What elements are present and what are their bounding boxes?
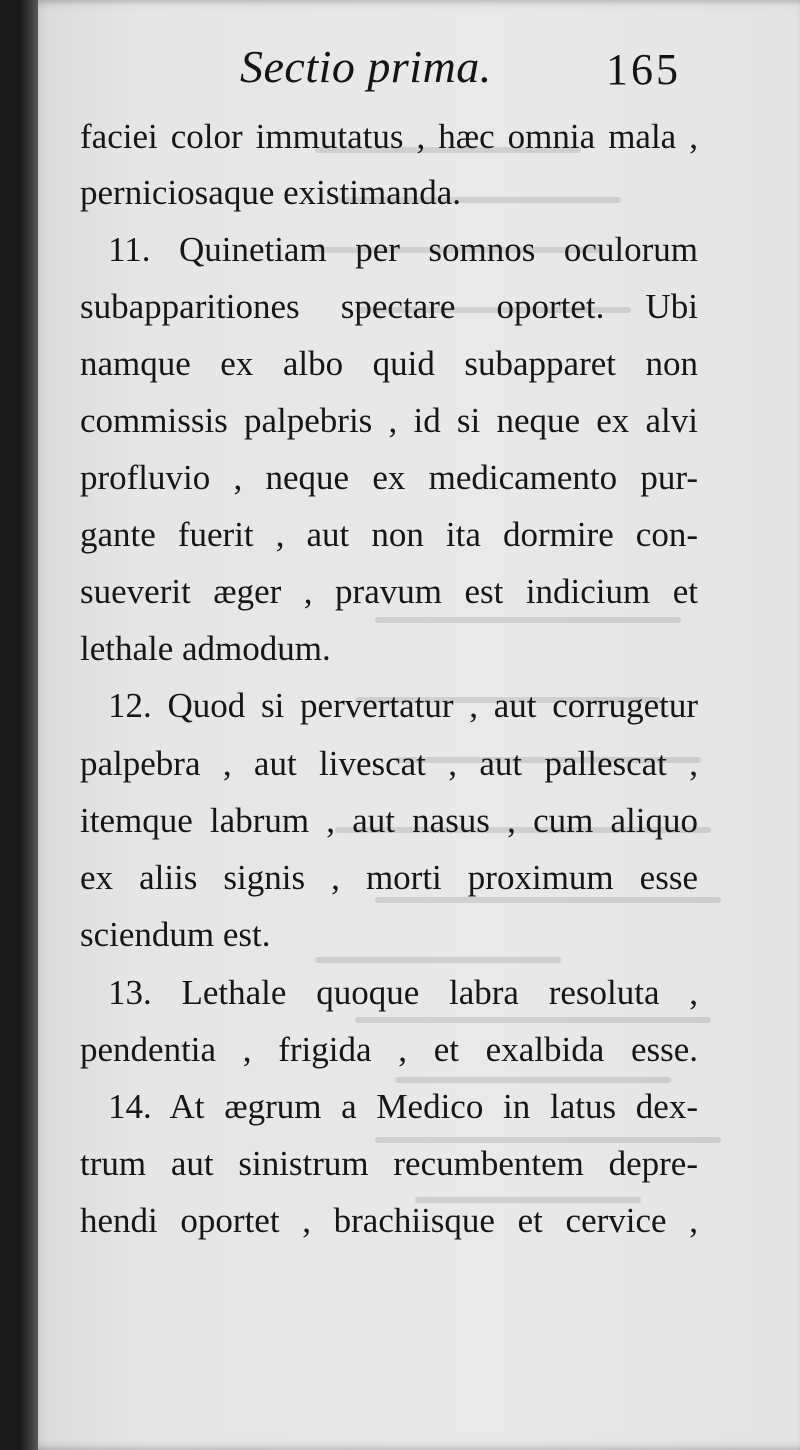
text-line: 12. Quod si pervertatur , aut corrugetur — [108, 686, 698, 725]
page-number: 165 — [606, 45, 681, 94]
text-line: itemque labrum , aut nasus , cum aliquo — [80, 801, 698, 840]
text-line: sueverit æger , pravum est indicium et — [80, 572, 698, 611]
text-line: profluvio , neque ex medicamento pur- — [80, 458, 698, 497]
text-line: 14. At ægrum a Medico in latus dex- — [108, 1087, 698, 1126]
text-line: 13. Lethale quoque labra resoluta , — [108, 973, 698, 1012]
text-line: gante fuerit , aut non ita dormire con- — [80, 515, 698, 554]
page-header — [18, 40, 800, 110]
text-line: perniciosaque existimanda. — [80, 173, 461, 212]
book-page — [18, 0, 800, 1450]
text-line: ex aliis signis , morti proximum esse — [80, 858, 698, 897]
page-binding-shadow — [18, 0, 38, 1450]
text-line: hendi oportet , brachiisque et cervice , — [80, 1201, 698, 1240]
text-line: commissis palpebris , id si neque ex alvi — [80, 401, 698, 440]
text-line: sciendum est. — [80, 915, 271, 954]
text-line: faciei color immutatus , hæc omnia mala , — [80, 117, 698, 156]
text-line: 11. Quinetiam per somnos oculorum — [108, 230, 698, 269]
text-line: palpebra , aut livescat , aut pallescat , — [80, 744, 698, 783]
running-head: Sectio prima. — [240, 41, 492, 92]
text-line: lethale admodum. — [80, 629, 331, 668]
text-line: pendentia , frigida , et exalbida esse. — [80, 1030, 698, 1069]
text-line: trum aut sinistrum recumbentem depre- — [80, 1144, 698, 1183]
text-line: namque ex albo quid subapparet non — [80, 344, 698, 383]
text-line: subapparitiones spectare oportet. Ubi — [80, 287, 698, 326]
